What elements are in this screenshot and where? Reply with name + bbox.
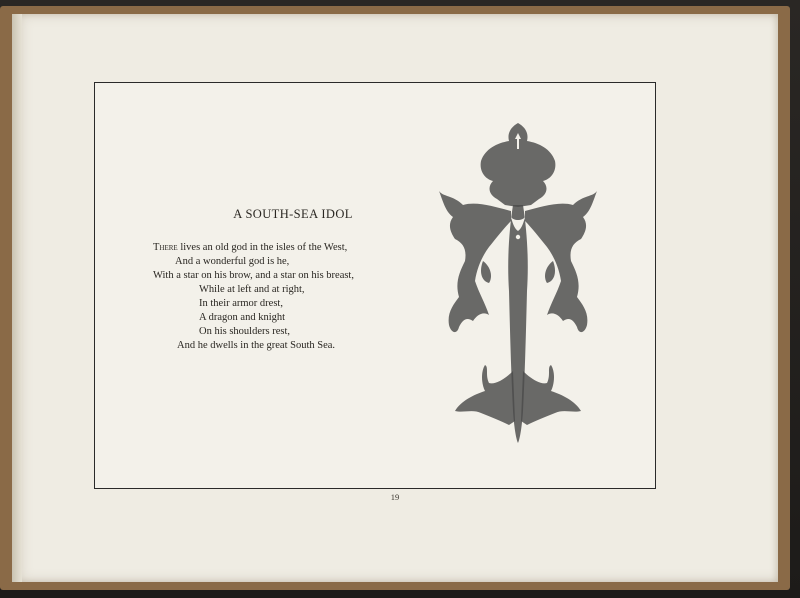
poem-line: In their armor drest, — [199, 298, 283, 309]
poem-line: While at left and at right, — [199, 284, 305, 295]
poem-line: And a wonderful god is he, — [175, 256, 290, 267]
poem-line: And he dwells in the great South Sea. — [177, 340, 336, 351]
poem-line: A dragon and knight — [199, 312, 286, 323]
poem-line: With a star on his brow, and a star on his breast, — [153, 270, 354, 281]
page-frame — [94, 82, 656, 489]
poem-title: A SOUTH-SEA IDOL — [233, 207, 353, 221]
poem-line-text: lives an old god in the isles of the West, — [177, 242, 348, 253]
poem-line: On his shoulders rest, — [199, 326, 290, 337]
poem-first-word: There — [153, 242, 178, 253]
poem-line — [153, 241, 423, 255]
inkblot-illustration — [433, 121, 603, 446]
book-page — [12, 14, 778, 582]
page-number: 19 — [390, 492, 400, 502]
poem — [153, 207, 423, 353]
